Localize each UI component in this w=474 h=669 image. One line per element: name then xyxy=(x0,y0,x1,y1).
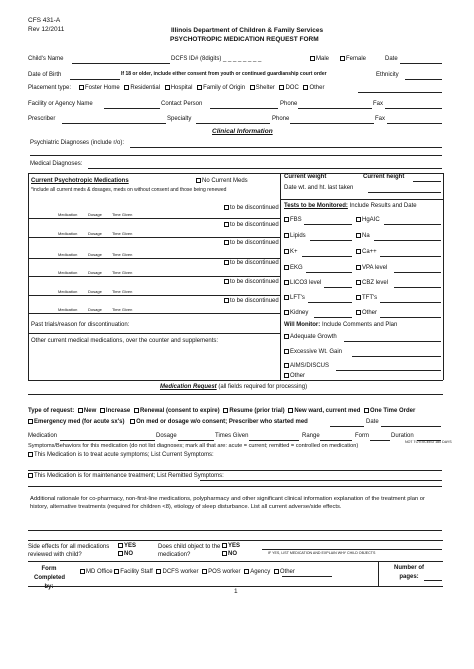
table-right-border xyxy=(443,173,444,380)
maintenance-option[interactable]: This Medication is for maintenance treatment; List Remitted Symptoms: xyxy=(28,473,224,480)
psych-dx-field-2[interactable] xyxy=(30,155,442,156)
completed-other[interactable]: Other xyxy=(274,569,295,575)
if-yes-note: IF YES, LIST MEDICATION AND EXPLAIN WHY CHILD OBJECTS xyxy=(268,551,376,555)
not-exceed-note: NOT TO EXCEED 180 DAYS xyxy=(405,440,452,444)
checkbox-icon xyxy=(224,298,229,303)
rationale-field[interactable] xyxy=(28,530,442,531)
checkbox-icon xyxy=(284,295,289,300)
request-heading-rule xyxy=(28,394,443,395)
med-divider-2 xyxy=(28,237,280,238)
test-hgaic-field[interactable] xyxy=(384,224,441,225)
test-lipids[interactable]: Lipids xyxy=(284,233,306,240)
checkbox-icon xyxy=(356,295,361,300)
checkbox-icon xyxy=(224,205,229,210)
footer-top-rule xyxy=(28,540,443,541)
test-kidney-field[interactable] xyxy=(314,317,352,318)
med-col-medication-2: Medication xyxy=(58,231,78,236)
checkbox-icon xyxy=(197,85,202,90)
placement-shelter[interactable]: Shelter xyxy=(250,85,275,91)
dob-label: Date of Birth xyxy=(28,72,62,78)
checkbox-icon xyxy=(118,543,123,548)
side-effects-no[interactable]: NO xyxy=(118,551,133,558)
monitor-wt-gain-field[interactable] xyxy=(352,356,441,357)
checkbox-icon xyxy=(114,569,119,574)
med-col-time: Time Given xyxy=(112,212,133,217)
date-field[interactable] xyxy=(400,63,442,64)
medical-dx-field[interactable] xyxy=(88,168,442,169)
fax-field[interactable] xyxy=(385,108,442,109)
med-col-dosage: Dosage xyxy=(88,212,102,217)
side-effects-yes[interactable]: YES xyxy=(118,543,136,550)
dob-field[interactable] xyxy=(70,79,120,80)
checkbox-icon xyxy=(356,249,361,254)
object-explain-field[interactable] xyxy=(262,549,442,550)
completed-other-field[interactable] xyxy=(282,576,332,577)
type-emergency[interactable]: Emergency med (for acute sx's) xyxy=(28,419,124,425)
test-fbs-field[interactable] xyxy=(304,224,352,225)
no-meds-option[interactable]: No Current Meds xyxy=(196,178,248,185)
childs-name-label: Child's Name xyxy=(28,56,64,62)
request-date-field[interactable] xyxy=(381,426,441,427)
checkbox-icon xyxy=(356,280,361,285)
form-title: PSYCHOTROPIC MEDICATION REQUEST FORM xyxy=(170,36,319,43)
med-col-time-5: Time Given xyxy=(112,289,133,294)
checkbox-icon xyxy=(250,85,255,90)
type-one-time[interactable]: One Time Order xyxy=(364,408,415,414)
type-new[interactable]: New xyxy=(78,408,96,414)
facility-label: Facility or Agency Name xyxy=(28,101,93,107)
test-ekg-field[interactable] xyxy=(306,272,352,273)
number-pages-field[interactable] xyxy=(424,580,442,581)
discontinue-6[interactable]: to be discontinued xyxy=(224,298,279,305)
prescriber-label: Prescriber xyxy=(28,116,56,122)
date-wt-field[interactable] xyxy=(368,192,441,193)
placement-options xyxy=(79,85,324,92)
dcfs-id-label: DCFS ID# (8digits) _ _ _ _ _ _ _ _ xyxy=(171,56,262,62)
test-k-field[interactable] xyxy=(302,256,352,257)
checkbox-icon xyxy=(364,408,369,413)
checkbox-icon xyxy=(340,56,345,61)
type-resume[interactable]: Resume (prior trial) xyxy=(223,408,284,414)
ethnicity-field[interactable] xyxy=(405,79,442,80)
request-heading: Medication Request (all fields required for processing) xyxy=(160,384,308,390)
med-col-medication: Medication xyxy=(58,212,78,217)
med-col-dosage-5: Dosage xyxy=(88,289,102,294)
med-divider-3 xyxy=(28,258,280,259)
discontinue-3[interactable]: to be discontinued xyxy=(224,240,279,247)
times-given-label: Times Given xyxy=(215,433,249,439)
med-col-time-6: Time Given xyxy=(112,307,133,312)
acute-option[interactable]: This Medication is to treat acute symptoms; List Current Symptoms: xyxy=(28,452,214,459)
completed-agency[interactable]: Agency xyxy=(244,569,270,575)
type-increase[interactable]: Increase xyxy=(100,408,130,414)
medical-dx-label: Medical Diagnoses: xyxy=(30,161,83,167)
med-col-medication-4: Medication xyxy=(58,270,78,275)
test-other-field[interactable] xyxy=(380,317,441,318)
checkbox-icon xyxy=(284,334,289,339)
test-ca[interactable]: Ca++ xyxy=(356,249,377,256)
object-no[interactable]: NO xyxy=(222,551,237,558)
checkbox-icon xyxy=(284,249,289,254)
acute-field[interactable] xyxy=(28,470,442,471)
test-k[interactable]: K+ xyxy=(284,249,298,256)
acute-field-2[interactable] xyxy=(28,486,442,487)
object-yes[interactable]: YES xyxy=(222,543,240,550)
checkbox-icon xyxy=(202,569,207,574)
fax2-field[interactable] xyxy=(387,123,442,124)
checkbox-icon xyxy=(78,408,83,413)
checkbox-icon xyxy=(224,240,229,245)
contact-label: Contact Person xyxy=(161,101,203,107)
checkbox-icon xyxy=(80,569,85,574)
med-col-time-2: Time Given xyxy=(112,231,133,236)
form-code: CFS 431-A xyxy=(28,17,61,24)
med-divider-5 xyxy=(28,295,280,296)
checkbox-icon xyxy=(284,349,289,354)
checkbox-icon xyxy=(356,265,361,270)
test-fbs[interactable]: FBS xyxy=(284,217,302,224)
consent-note: If 18 or older, include either consent from youth or continued guardianship court order xyxy=(121,71,327,77)
checkbox-icon xyxy=(118,551,123,556)
height-label: Current height xyxy=(363,174,405,180)
specialty-field[interactable] xyxy=(196,123,270,124)
test-ekg[interactable]: EKG xyxy=(284,265,303,272)
completed-pos[interactable]: POS worker xyxy=(202,569,240,575)
weight-label: Current weight xyxy=(284,174,327,180)
clinical-heading: Clinical Information xyxy=(212,128,273,135)
placement-foster[interactable]: Foster Home xyxy=(79,85,120,91)
checkbox-icon xyxy=(274,569,279,574)
type-without-consent[interactable]: On med or dosage w/o consent; Prescriber who started med xyxy=(130,419,308,425)
past-trials-label: Past trials/reason for discontinuation: xyxy=(31,322,130,328)
number-pages-label: Number of pages: xyxy=(394,565,424,580)
checkbox-icon xyxy=(124,85,129,90)
request-type-label: Type of request: xyxy=(28,408,75,415)
checkbox-icon xyxy=(284,217,289,222)
rationale-text: Additional rationale for co-pharmacy, non-first-line medications, polypharmacy and other significant clinical information explanation of the treatment plan or history, alternative treatments (required for children <8), etiology of sleep disturbance. List all current adverse/side effects. xyxy=(30,496,425,511)
checkbox-icon xyxy=(284,373,289,378)
object-label: Does child object to the medication? xyxy=(158,544,221,559)
medication-field[interactable] xyxy=(60,440,155,441)
med-divider-6 xyxy=(28,313,280,314)
test-na[interactable]: Na xyxy=(356,233,370,240)
medication-row xyxy=(28,433,57,440)
test-kidney[interactable]: Kidney xyxy=(284,310,308,317)
phone2-field[interactable] xyxy=(290,123,374,124)
department: Illinois Department of Children & Family Services xyxy=(171,27,324,34)
checkbox-icon xyxy=(100,408,105,413)
checkbox-icon xyxy=(224,222,229,227)
female-option[interactable]: Female xyxy=(340,56,366,63)
pages-divider xyxy=(378,561,379,586)
discontinue-2[interactable]: to be discontinued xyxy=(224,222,279,229)
placement-label: Placement type: xyxy=(28,85,72,91)
med-divider-1 xyxy=(28,218,280,219)
symptoms-label: Symptoms/Behaviors for this medication (do not list diagnoses; mark all that are: acute = current; remitted = controlled on medication) xyxy=(28,443,359,449)
med-divider-4 xyxy=(28,276,280,277)
current-meds-heading: Current Psychotropic Medications xyxy=(31,178,129,184)
discontinue-5[interactable]: to be discontinued xyxy=(224,279,279,286)
ethnicity-label: Ethnicity xyxy=(376,72,399,78)
checkbox-icon xyxy=(284,233,289,238)
checkbox-icon xyxy=(284,363,289,368)
completed-md-office[interactable]: MD Office xyxy=(80,569,113,575)
request-types-row2 xyxy=(28,419,308,426)
contact-field[interactable] xyxy=(210,108,278,109)
maintenance-field[interactable] xyxy=(200,480,442,481)
checkbox-icon xyxy=(196,178,201,183)
test-other[interactable]: Other xyxy=(356,310,377,317)
tests-heading: Tests to be Monitored: Include Results and Date xyxy=(284,203,417,209)
placement-other-field[interactable] xyxy=(358,92,442,93)
type-renewal[interactable]: Renewal (consent to expire) xyxy=(134,408,220,414)
fax-label: Fax xyxy=(373,101,384,107)
completed-dcfs[interactable]: DCFS worker xyxy=(156,569,198,575)
checkbox-icon xyxy=(284,280,289,285)
med-col-dosage-3: Dosage xyxy=(88,252,102,257)
med-col-dosage-6: Dosage xyxy=(88,307,102,312)
form-completed-label: Form Completed by: xyxy=(34,566,66,590)
checkbox-icon xyxy=(284,310,289,315)
checkbox-icon xyxy=(356,310,361,315)
test-lico3[interactable]: LICO3 level xyxy=(284,280,321,287)
fax2-label: Fax xyxy=(375,116,386,122)
checkbox-icon xyxy=(156,569,161,574)
footer-mid-rule xyxy=(28,561,443,562)
range-label: Range xyxy=(302,433,320,439)
monitor-wt-gain[interactable]: Excessive Wt. Gain xyxy=(284,349,342,356)
psych-dx-label: Psychiatric Diagnoses (include r/o): xyxy=(30,140,125,146)
form-field[interactable] xyxy=(370,440,390,441)
phone-label: Phone xyxy=(280,101,298,107)
monitor-other[interactable]: Other xyxy=(284,373,305,380)
test-tft-field[interactable] xyxy=(380,302,441,303)
height-field[interactable] xyxy=(413,181,441,182)
monitor-heading: Will Monitor: Include Comments and Plan xyxy=(284,322,398,328)
test-lipids-field[interactable] xyxy=(310,240,352,241)
monitor-aims-field[interactable] xyxy=(336,370,441,371)
psych-dx-field[interactable] xyxy=(130,147,442,148)
past-trials-divider xyxy=(28,333,280,334)
med-col-time-4: Time Given xyxy=(112,270,133,275)
footer-bottom-rule xyxy=(28,586,443,587)
completed-options xyxy=(80,569,295,576)
test-na-field[interactable] xyxy=(374,240,441,241)
page-number: 1 xyxy=(234,588,238,595)
checkbox-icon xyxy=(356,217,361,222)
current-meds-note: *include all current meds & dosages, meds on without consent and those being renewed xyxy=(31,187,227,193)
medication-label: Medication xyxy=(28,433,58,439)
med-col-dosage-2: Dosage xyxy=(88,231,102,236)
other-meds-label: Other current medical medications, over the counter and supplements: xyxy=(31,338,219,344)
checkbox-icon xyxy=(222,551,227,556)
facility-field[interactable] xyxy=(104,108,160,109)
placement-other[interactable]: Other xyxy=(303,85,324,91)
childs-name-field[interactable] xyxy=(72,63,170,64)
male-option[interactable]: Male xyxy=(310,56,329,63)
monitor-aims[interactable]: AIMS/DISCUS xyxy=(284,363,329,370)
times-given-field[interactable] xyxy=(249,440,299,441)
checkbox-icon xyxy=(28,419,33,424)
test-lico3-field[interactable] xyxy=(324,287,352,288)
placement-residential[interactable]: Residential xyxy=(124,85,160,91)
phone2-label: Phone xyxy=(272,116,290,122)
revision: Rev 12/2011 xyxy=(28,26,65,33)
test-hgaic[interactable]: HgAIC xyxy=(356,217,380,224)
side-effects-label: Side effects for all medications reviewed with child? xyxy=(28,544,110,559)
checkbox-icon xyxy=(303,85,308,90)
request-date-label: Date xyxy=(366,419,379,425)
test-cbz[interactable]: CBZ level xyxy=(356,280,388,287)
request-types-row1 xyxy=(28,408,415,415)
table-middle-divider xyxy=(280,173,281,380)
test-cbz-field[interactable] xyxy=(394,287,441,288)
table-bottom-border xyxy=(28,380,443,381)
checkbox-icon xyxy=(134,408,139,413)
range-field[interactable] xyxy=(320,440,352,441)
checkbox-icon xyxy=(224,279,229,284)
duration-label: Duration xyxy=(391,433,414,439)
checkbox-icon xyxy=(279,85,284,90)
checkbox-icon xyxy=(28,473,33,478)
checkbox-icon xyxy=(222,543,227,548)
checkbox-icon xyxy=(356,233,361,238)
dosage-label: Dosage xyxy=(156,433,177,439)
med-col-medication-6: Medication xyxy=(58,307,78,312)
prescriber-started-field[interactable] xyxy=(330,426,364,427)
placement-family[interactable]: Family of Origin xyxy=(197,85,245,91)
form-label: Form xyxy=(355,433,369,439)
type-new-ward[interactable]: New ward, current med xyxy=(288,408,360,414)
checkbox-icon xyxy=(310,56,315,61)
test-tft[interactable]: TFT's xyxy=(356,295,377,302)
test-ca-field[interactable] xyxy=(380,256,441,257)
specialty-label: Specialty xyxy=(167,116,192,122)
date-wt-label: Date wt. and ht. last taken xyxy=(284,185,354,191)
med-col-dosage-4: Dosage xyxy=(88,270,102,275)
test-lft[interactable]: LFT's xyxy=(284,295,305,302)
monitor-growth-field[interactable] xyxy=(344,341,441,342)
checkbox-icon xyxy=(165,85,170,90)
prescriber-field[interactable] xyxy=(62,123,166,124)
checkbox-icon xyxy=(223,408,228,413)
checkbox-icon xyxy=(28,452,33,457)
vitals-divider xyxy=(280,199,443,200)
checkbox-icon xyxy=(288,408,293,413)
date-label: Date xyxy=(385,56,398,62)
med-col-medication-5: Medication xyxy=(58,289,78,294)
test-vpa-field[interactable] xyxy=(394,272,441,273)
checkbox-icon xyxy=(224,260,229,265)
med-col-medication-3: Medication xyxy=(58,252,78,257)
completed-facility[interactable]: Facility Staff xyxy=(114,569,153,575)
checkbox-icon xyxy=(130,419,135,424)
discontinue-4[interactable]: to be discontinued xyxy=(224,260,279,267)
checkbox-icon xyxy=(79,85,84,90)
phone-field[interactable] xyxy=(298,108,372,109)
placement-doc[interactable]: DOC xyxy=(279,85,298,91)
checkbox-icon xyxy=(244,569,249,574)
placement-hospital[interactable]: Hospital xyxy=(165,85,193,91)
discontinue-1[interactable]: to be discontinued xyxy=(224,205,279,212)
monitor-growth[interactable]: Adequate Growth xyxy=(284,334,337,341)
test-vpa[interactable]: VPA level xyxy=(356,265,387,272)
med-col-time-3: Time Given xyxy=(112,252,133,257)
test-lft-field[interactable] xyxy=(308,302,352,303)
dosage-field[interactable] xyxy=(178,440,214,441)
checkbox-icon xyxy=(284,265,289,270)
